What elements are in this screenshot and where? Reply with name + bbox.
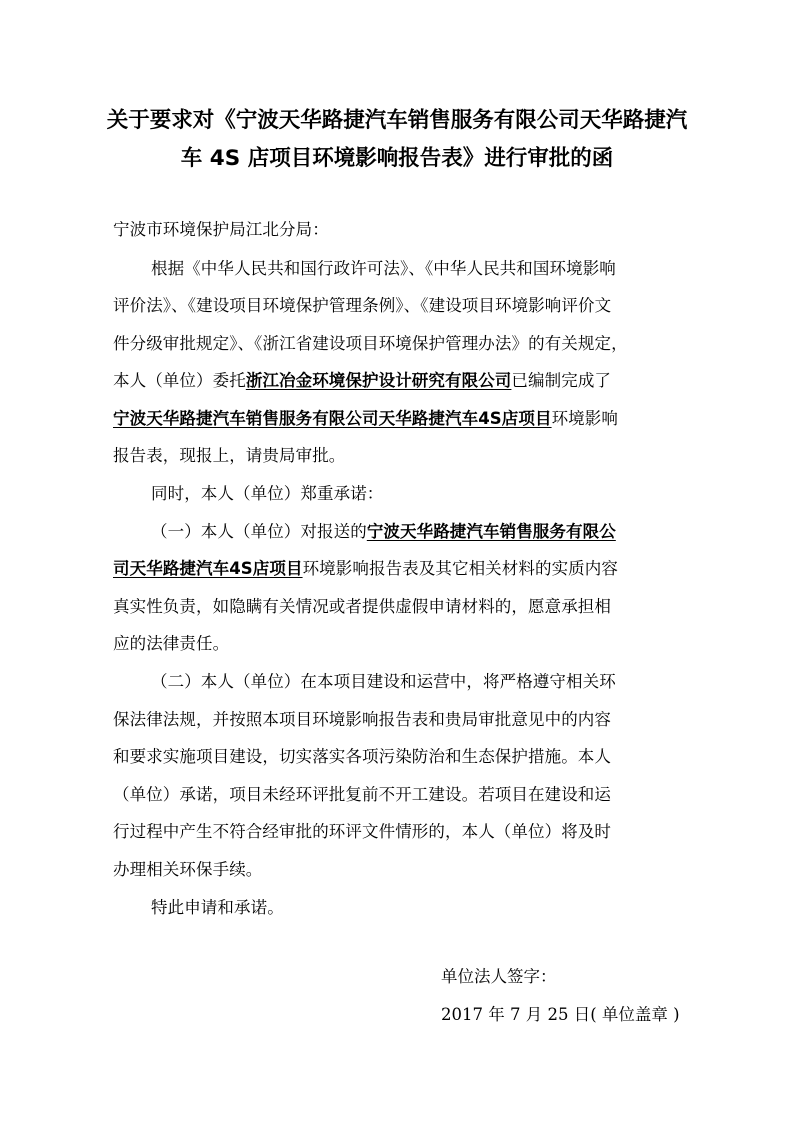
item2-line-6: 办理相关环保手续。 (113, 860, 263, 879)
item1-line-2-suffix: 环境影响报告表及其它相关材料的实质内容 (302, 559, 618, 578)
para1-line-6: 报告表，现报上，请贵局审批。 (113, 446, 346, 465)
para1-line-4-suffix: 已编制完成了 (511, 371, 612, 390)
item2-line-4: （单位）承诺，项目未经环评批复前不开工建设。若项目在建设和运 (113, 785, 611, 804)
para1-line-2: 评价法》、《建设项目环境保护管理条例》、《建设项目环境影响评价文 (113, 296, 612, 315)
commitment-intro: 同时，本人（单位）郑重承诺： (151, 484, 384, 503)
signature-label: 单位法人签字： (441, 967, 557, 986)
item2-line-5: 行过程中产生不符合经审批的环评文件情形的，本人（单位）将及时 (113, 822, 611, 841)
addressee: 宁波市环境保护局江北分局： (113, 220, 329, 239)
signature-date: 2017 年 7 月 25 日( 单位盖章 ) (441, 1005, 680, 1024)
item1-line-3: 真实性负责，如隐瞒有关情况或者提供虚假申请材料的，愿意承担相 (113, 597, 611, 616)
document-title-line-1: 关于要求对《宁波天华路捷汽车销售服务有限公司天华路捷汽 (106, 108, 688, 133)
document-title-line-2: 车 4S 店项目环境影响报告表》进行审批的函 (180, 146, 614, 171)
para1-line-1: 根据《中华人民共和国行政许可法》、《中华人民共和国环境影响 (151, 259, 616, 278)
item1-line-2 (113, 558, 618, 580)
closing-statement: 特此申请和承诺。 (151, 898, 284, 917)
item1-line-4: 应的法律责任。 (113, 634, 230, 653)
para1-line-3: 件分级审批规定》、《浙江省建设项目环境保护管理办法》的有关规定， (113, 334, 628, 353)
item1-line-1-prefix: （一）本人（单位）对报送的 (151, 522, 367, 541)
para1-line-4-prefix: 本人（单位）委托 (113, 371, 246, 390)
para1-line-4 (113, 370, 611, 392)
para1-line-5-suffix: 环境影响 (551, 409, 618, 428)
consultant-company-name: 浙江冶金环境保护设计研究有限公司 (245, 371, 512, 390)
item2-line-1: （二）本人（单位）在本项目建设和运营中，将严格遵守相关环 (151, 672, 616, 691)
item1-project-name-part-2: 司天华路捷汽车4S店项目 (113, 559, 303, 578)
item1-project-name-part-1: 宁波天华路捷汽车销售服务有限公 (366, 522, 616, 541)
item1-line-1 (151, 521, 616, 543)
item2-line-2: 保法律法规，并按照本项目环境影响报告表和贵局审批意见中的内容 (113, 710, 611, 729)
para1-line-5 (113, 408, 618, 430)
project-name: 宁波天华路捷汽车销售服务有限公司天华路捷汽车4S店项目 (113, 409, 552, 428)
item2-line-3: 和要求实施项目建设，切实落实各项污染防治和生态保护措施。本人 (113, 747, 611, 766)
